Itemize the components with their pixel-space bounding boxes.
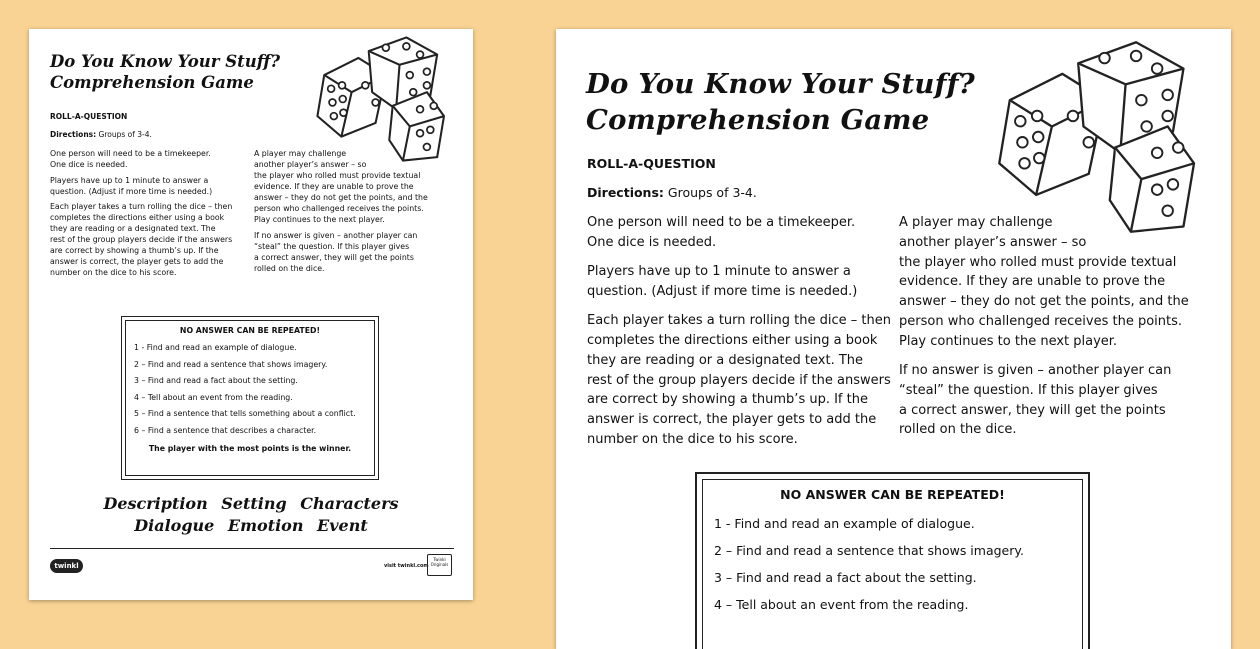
section-heading: ROLL-A-QUESTION xyxy=(50,112,128,121)
paragraph: A player may challenge another player’s answer – so the player who rolled must provide textual evidence. If they are unable to prove the answer – they do not get the points, and the person who challenged receives the points. Play continues to the next player. xyxy=(254,149,428,224)
paragraph: Players have up to 1 minute to answer a question. (Adjust if more time is needed.) xyxy=(50,175,213,196)
rule-item: 2 – Find and read a sentence that shows imagery. xyxy=(714,543,1024,558)
paragraph: Each player takes a turn rolling the dice – then completes the directions either using a book they are reading or a designated text. The rest of the group players decide if the answers are correct by showing a thumb’s up. If the answer is correct, the player gets to add the number on the dice to his score. xyxy=(50,202,233,277)
paragraph: If no answer is given – another player can “steal” the question. If this player gives a correct answer, they will get the points rolled on the dice. xyxy=(254,230,418,273)
footer-divider xyxy=(50,548,454,549)
rule-item: 3 – Find and read a fact about the setting. xyxy=(134,376,298,386)
originals-badge: Twinkl Originals xyxy=(427,554,452,576)
rule-item: 3 – Find and read a fact about the setting. xyxy=(714,570,977,585)
section-heading: ROLL-A-QUESTION xyxy=(587,156,716,171)
paragraph: One person will need to be a timekeeper. One dice is needed. xyxy=(587,215,856,250)
rule-item: 6 – Find a sentence that describes a character. xyxy=(134,425,317,435)
thumbnail-page xyxy=(29,29,473,600)
left-column xyxy=(50,148,256,283)
page-title: Do You Know Your Stuff? Comprehension Game xyxy=(586,68,975,136)
keywords-line-2: Dialogue Emotion Event xyxy=(134,516,368,535)
rules-box xyxy=(121,316,379,480)
right-column xyxy=(254,148,449,278)
rule-item: 5 – Find a sentence that tells something about a conflict. xyxy=(134,409,356,419)
zoomed-page xyxy=(556,29,1231,649)
rule-item: 4 – Tell about an event from the reading. xyxy=(134,392,293,402)
rule-item: 1 - Find and read an example of dialogue. xyxy=(134,343,297,352)
rules-heading: NO ANSWER CAN BE REPEATED! xyxy=(179,326,321,335)
rules-footer: The player with the most points is the winner. xyxy=(148,443,352,453)
twinkl-logo: twinkl xyxy=(50,559,83,573)
right-column xyxy=(899,213,1199,450)
rule-item: 4 – Tell about an event from the reading. xyxy=(714,597,969,612)
dice-icon xyxy=(984,37,1204,237)
paragraph: A player may challenge another player’s answer – so the player who rolled must provide textual evidence. If they are unable to prove the answer – they do not get the points, and the person who challenged receives the points. Play continues to the next player. xyxy=(899,215,1189,349)
rules-box xyxy=(695,472,1090,649)
directions: Directions: Groups of 3-4. xyxy=(50,130,152,139)
page-title: Do You Know Your Stuff? Comprehension Game xyxy=(50,52,281,92)
left-column xyxy=(587,213,897,459)
paragraph: One person will need to be a timekeeper. One dice is needed. xyxy=(50,149,211,169)
rule-item: 1 - Find and read an example of dialogue. xyxy=(714,516,975,531)
paragraph: Each player takes a turn rolling the dice – then completes the directions either using a book they are reading or a designated text. The rest of the group players decide if the answers are correct by showing a thumb’s up. If the answer is correct, the player gets to add the number on the dice to his score. xyxy=(587,313,891,447)
rules-heading: NO ANSWER CAN BE REPEATED! xyxy=(780,487,1005,502)
keywords-line-1: Description Setting Characters xyxy=(103,494,399,513)
dice-icon xyxy=(309,34,449,164)
site-link: visit twinkl.com xyxy=(384,563,429,569)
paragraph: If no answer is given – another player can “steal” the question. If this player gives a correct answer, they will get the points rolled on the dice. xyxy=(899,363,1172,438)
rule-item: 2 – Find and read a sentence that shows imagery. xyxy=(134,359,328,369)
paragraph: Players have up to 1 minute to answer a question. (Adjust if more time is needed.) xyxy=(587,264,858,299)
directions: Directions: Groups of 3-4. xyxy=(587,185,757,200)
